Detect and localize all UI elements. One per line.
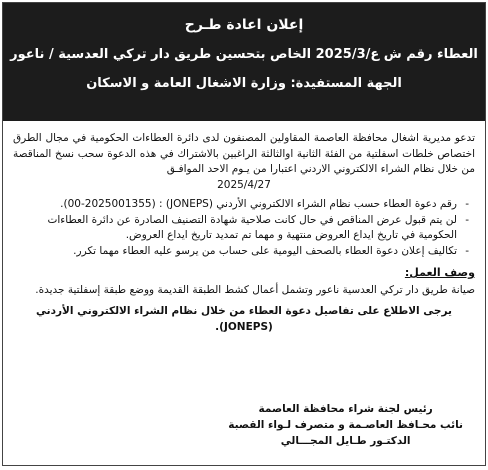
work-description-text: صيانة طريق دار تركي العدسية ناعور وتشمل أعمال كشط الطبقة القديمة ووضع طبقة إسفلتية جديدة. [35, 283, 475, 296]
header-banner [3, 3, 485, 121]
list-item: - لن يتم قبول عرض المناقص في حال كانت صلاحية شهادة التصنيف الصادرة عن دائرة العطاءات الحكومية في تاريخ ايداع العروض منتهية و مهما تم تمديد تاريخ ايداع العروض. [13, 213, 469, 244]
tender-line: العطاء رقم ش ع/2025/3 الخاص بتحسين طريق دار تركي العدسية / ناعور [10, 47, 478, 62]
intro-date: 2025/4/27 [217, 178, 271, 191]
signature-line-2: نائب محـافظ العاصـمة و متصرف لـواء القصبة [228, 419, 463, 431]
signature-line-3: الدكتـور طـايل المجـــالي [280, 435, 411, 447]
conditions-list [13, 197, 475, 259]
beneficiary-line: الجهة المستفيدة: وزارة الاشغال العامة و الاسكان [86, 76, 402, 91]
list-item: - رقم دعوة العطاء حسب نظام الشراء الالكتروني الأردني (JONEPS) : (00-2025001355). [13, 197, 469, 213]
list-item: - تكاليف إعلان دعوة العطاء بالصحف اليومية على حساب من يرسو عليه العطاء مهما تكرر. [13, 244, 469, 260]
signature-block [228, 401, 463, 449]
signature-line-1: رئيس لجنة شراء محافظة العاصمة [258, 403, 433, 415]
work-description-title: وصف العمل: [404, 266, 475, 279]
announcement-title: إعلان اعادة طـرح [184, 17, 304, 33]
advertisement-page [2, 2, 486, 466]
joneps-note: يرجى الاطلاع على تفاصيل دعوة العطاء من خلال نظام الشراء الالكتروني الأردني (JONEPS). [36, 305, 452, 333]
announcement-body [3, 121, 485, 335]
intro-paragraph: تدعو مديرية اشغال محافظة العاصمة المقاولين المصنفون لدى دائرة العطاءات الحكومية في مجال الطرق اختصاص خلطات اسفلتية من الفئة الثانية اوالثالثة الراغبين بالاشتراك في هذه الدعوة سحب نسخ المناقصة من خلال نظام الشراء الالكتروني الاردني اعتبارا من يـوم الاحد الموافـق [13, 132, 475, 175]
